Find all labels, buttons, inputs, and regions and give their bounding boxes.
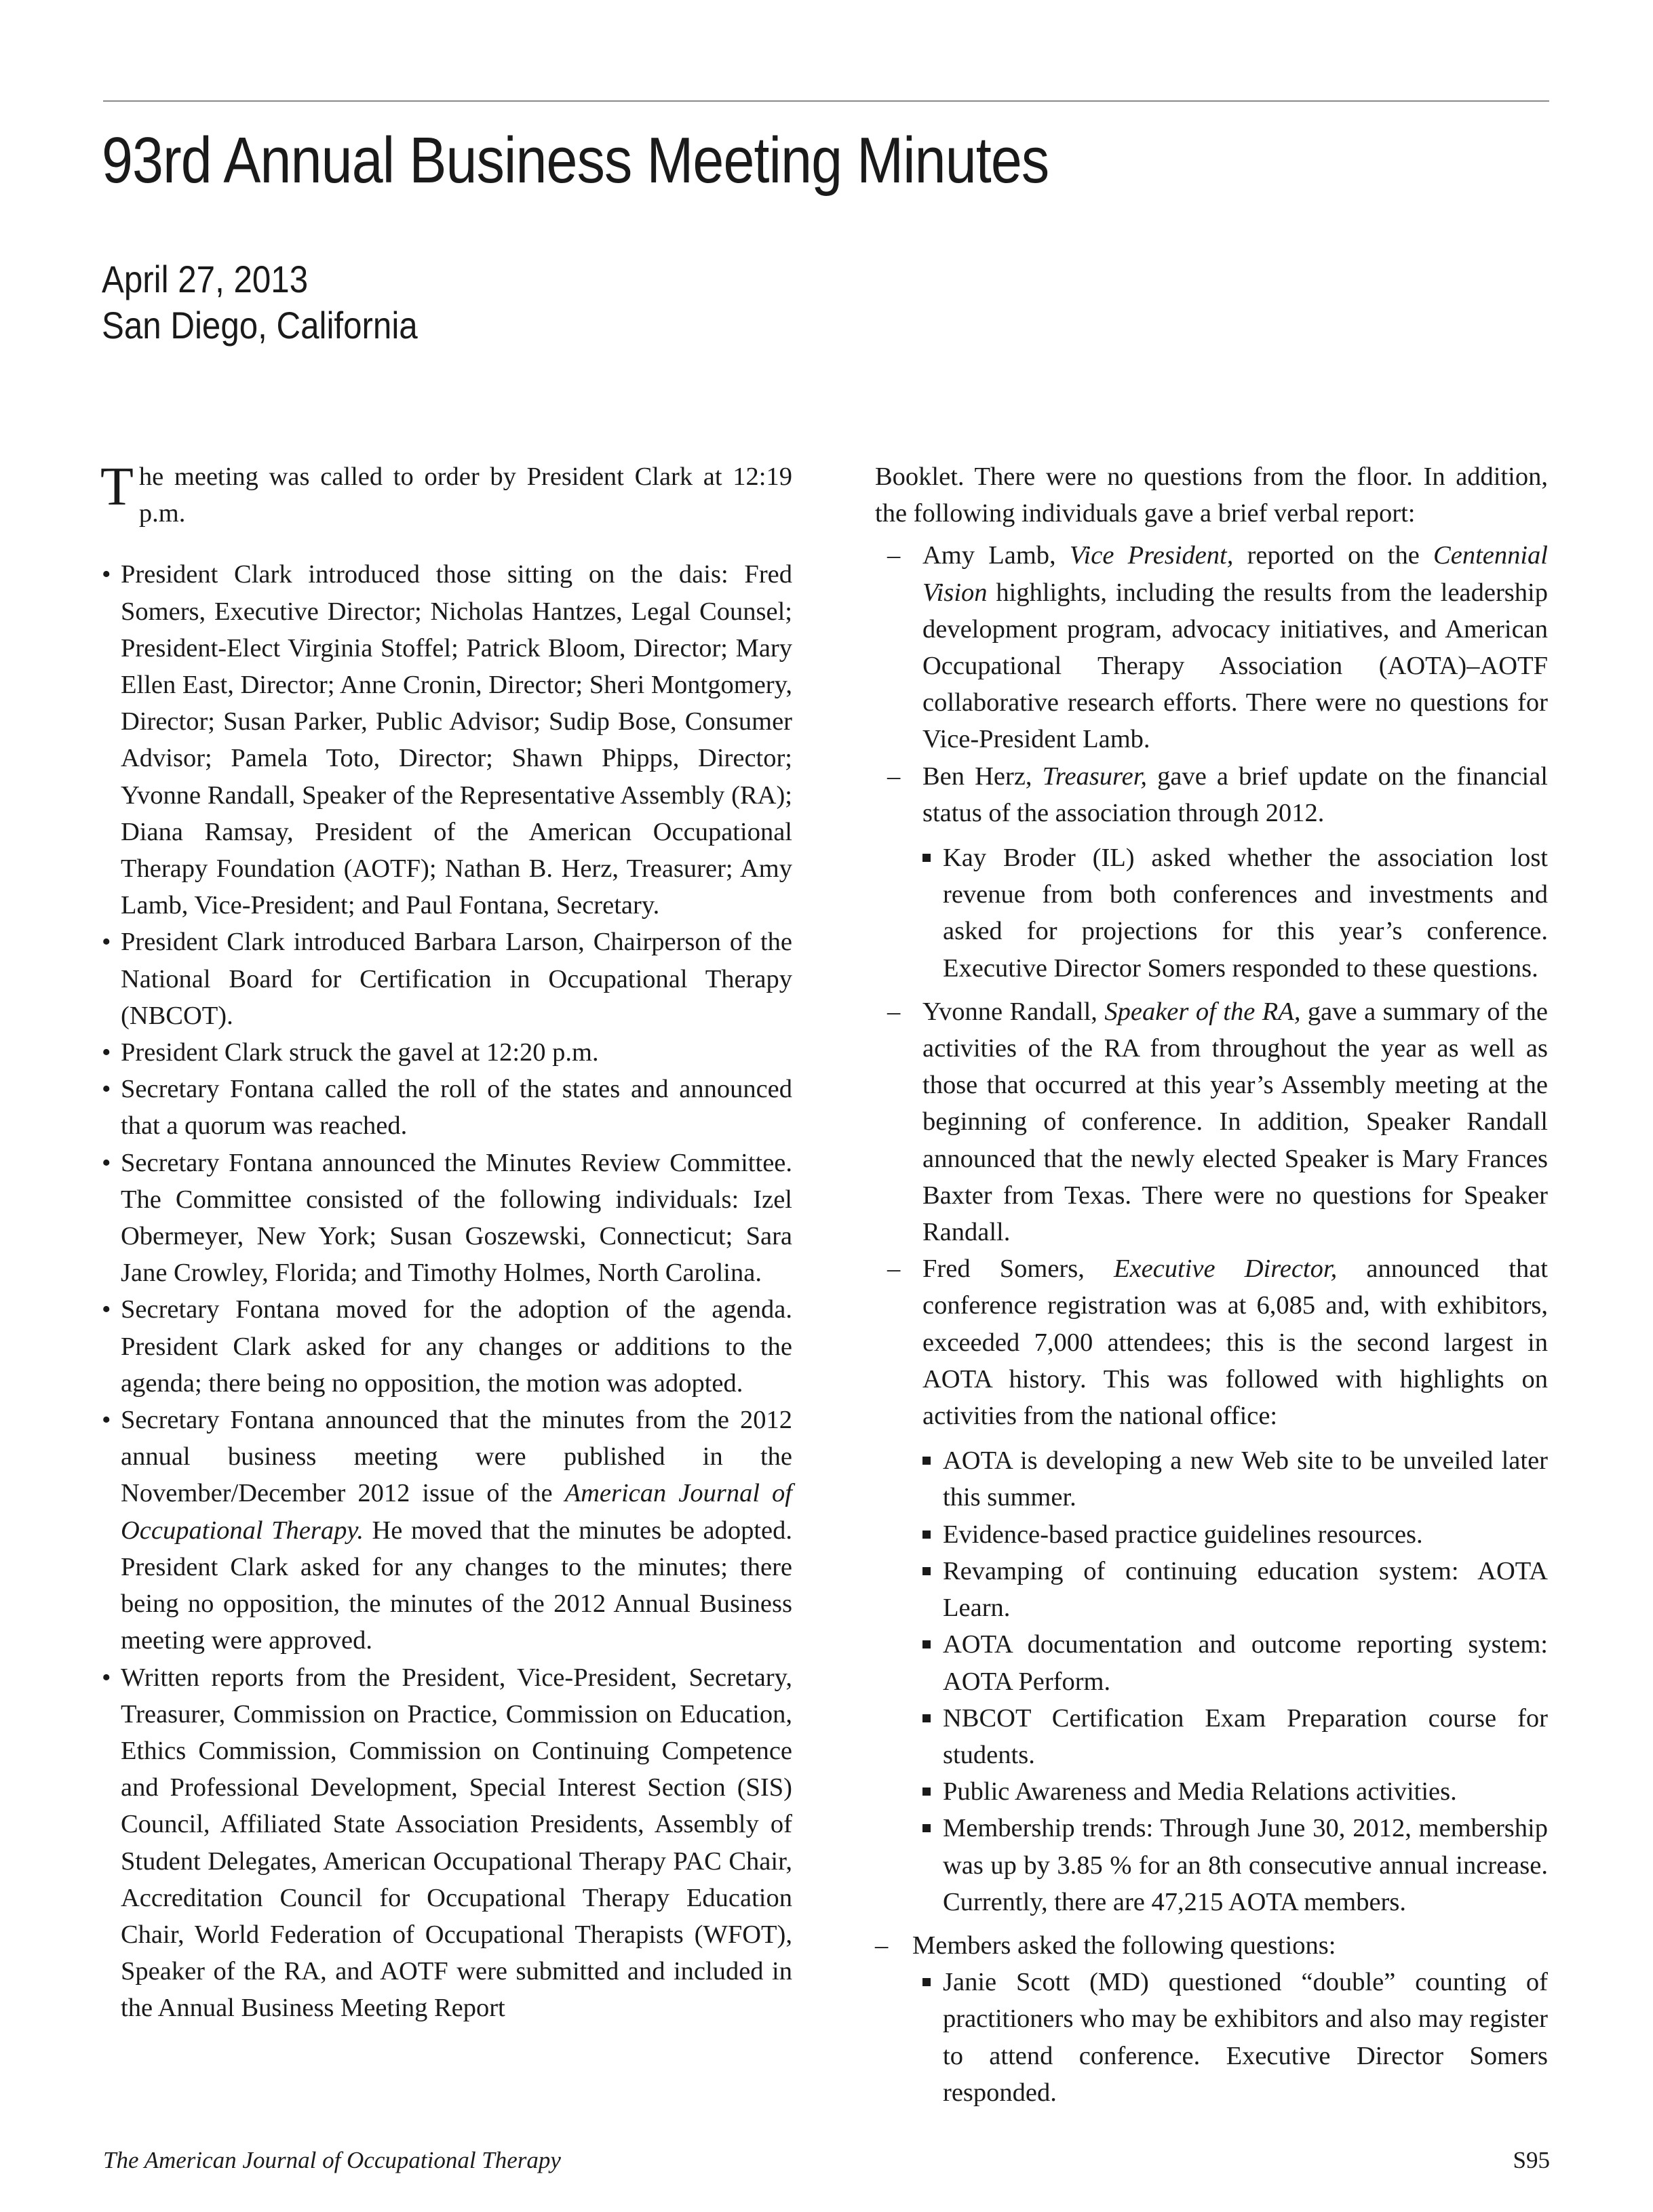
list-item: • Secretary Fontana called the roll of the states and announced that a quorum was reached. (102, 1071, 792, 1144)
top-rule (103, 100, 1549, 102)
meeting-location: San Diego, California (102, 304, 418, 347)
page-title: 93rd Annual Business Meeting Minutes (102, 124, 1049, 197)
report-lamb: – Amy Lamb, Vice President, reported on the Centennial Vision highlights, including the results from the leadership development program, advocacy initiatives, and American Occupational Therapy Association (AOTA)–AOTF collaborative research efforts. There were no questions for Vice-President Lamb. (875, 537, 1548, 757)
report-randall: – Yvonne Randall, Speaker of the RA, gave a summary of the activities of the RA from throughout the year as well as those that occurred at this year’s Assembly meeting at the beginning of conference. In addition, Speaker Randall announced that the newly elected Speaker is Mary Frances Baxter from Texas. There were no questions for Speaker Randall. (875, 993, 1548, 1250)
list-item: • President Clark struck the gavel at 12:20 p.m. (102, 1034, 792, 1071)
meeting-meta (102, 256, 418, 349)
report-herz: – Ben Herz, Treasurer, gave a brief update on the financial status of the association through 2012. Kay Broder (IL) asked whether the association lost revenue from both conferences and investments and asked for projections for this year’s conference. Executive Director Somers responded to these questions. (875, 758, 1548, 987)
continuation-text: Booklet. There were no questions from the floor. In addition, the following individuals gave a brief verbal report: (875, 462, 1548, 528)
list-item-reports: • Written reports from the President, Vice-President, Secretary, Treasurer, Commission on Practice, Commission on Education, Ethics Commission, Commission on Continuing Competence and Professional Development, Special Interest Section (SIS) Council, Affiliated State Association Presidents, Assembly of Student Delegates, American Occupational Therapy PAC Chair, Accreditation Council for Occupational Therapy Education Chair, World Federation of Occupational Therapists (WFOT), Speaker of the RA, and AOTF were submitted and included in the Annual Business Meeting Report (102, 1659, 792, 2027)
list-item: Janie Scott (MD) questioned “double” counting of practitioners who may be exhibitors and also may register to attend conference. Executive Director Somers responded. (875, 1964, 1548, 2111)
list-item: Public Awareness and Media Relations activities. (875, 1773, 1548, 1810)
members-questions-list (875, 1964, 1548, 2111)
list-item: • President Clark introduced those sitting on the dais: Fred Somers, Executive Director; Nicholas Hantzes, Legal Counsel; President-Elect Virginia Stoffel; Patrick Bloom, Director; Mary Ellen East, Director; Anne Cronin, Director; Sheri Montgomery, Director; Susan Parker, Public Advisor; Sudip Bose, Consumer Advisor; Pamela Toto, Director; Shawn Phipps, Director; Yvonne Randall, Speaker of the Representative Assembly (RA); Diana Ramsay, President of the American Occupational Therapy Foundation (AOTF); Nathan B. Herz, Treasurer; Amy Lamb, Vice-President; and Paul Fontana, Secretary. (102, 556, 792, 924)
drop-cap: T (100, 457, 134, 517)
somers-highlights (875, 1442, 1548, 1920)
list-item: Kay Broder (IL) asked whether the association lost revenue from both conferences and investments and asked for projections for this year’s conference. Executive Director Somers responded to these questions. (875, 840, 1548, 987)
list-item: • Secretary Fontana moved for the adoption of the agenda. President Clark asked for any changes or additions to the agenda; there being no opposition, the motion was adopted. (102, 1291, 792, 1402)
members-questions: – Members asked the following questions: Janie Scott (MD) questioned “double” counting of practitioners who may be exhibitors and also may register to attend conference. Executive Director Somers responded. (875, 1927, 1548, 2111)
list-item: • Secretary Fontana announced the Minutes Review Committee. The Committee consisted of the following individuals: Izel Obermeyer, New York; Susan Goszewski, Connecticut; Sara Jane Crowley, Florida; and Timothy Holmes, North Carolina. (102, 1145, 792, 1292)
list-item: Membership trends: Through June 30, 2012, membership was up by 3.85 % for an 8th consecutive annual increase. Currently, there are 47,215 AOTA members. (875, 1810, 1548, 1920)
members-sub (875, 1964, 1548, 2111)
list-item: Revamping of continuing education system: AOTA Learn. (875, 1553, 1548, 1626)
herz-questions (875, 840, 1548, 987)
list-item: • President Clark introduced Barbara Larson, Chairperson of the National Board for Certification in Occupational Therapy (NBCOT). (102, 924, 792, 1034)
opening-paragraph (102, 458, 792, 532)
right-column (875, 458, 1548, 2111)
proceedings-list (102, 556, 792, 2026)
list-item: NBCOT Certification Exam Preparation course for students. (875, 1700, 1548, 1773)
left-column (102, 458, 792, 2027)
list-item: AOTA documentation and outcome reporting system: AOTA Perform. (875, 1626, 1548, 1699)
list-item: Evidence-based practice guidelines resources. (875, 1516, 1548, 1553)
list-item: AOTA is developing a new Web site to be unveiled later this summer. (875, 1442, 1548, 1516)
meeting-date: April 27, 2013 (102, 258, 309, 300)
opening-text: he meeting was called to order by President Clark at 12:19 p.m. (138, 462, 792, 528)
page-number: S95 (1513, 2147, 1550, 2173)
verbal-reports-list (875, 537, 1548, 2111)
report-somers: – Fred Somers, Executive Director, announced that conference registration was at 6,085 and, with exhibitors, exceeded 7,000 attendees; this is the second largest in AOTA history. This was followed with highlights on activities from the national office: AOTA is developing a new Web site to be unveiled later this summer. Evidence-based practice guidelines resources. Revamping of continuing education system: AOTA Learn. AOTA documentation and outcome reporting system: AOTA Perform. NBCOT Certification Exam Preparation course for students. Public Awareness and Media Relations activities. Membership trends: Through June 30, 2012, membership was up by 3.85 % for an 8th consecutive annual increase. Currently, there are 47,215 AOTA members. (875, 1250, 1548, 1920)
footer-journal: The American Journal of Occupational Therapy (103, 2147, 561, 2173)
list-item-minutes: • Secretary Fontana announced that the minutes from the 2012 annual business meeting were published in the November/December 2012 issue of the American Journal of Occupational Therapy. He moved that the minutes be adopted. President Clark asked for any changes to the minutes; there being no opposition, the minutes of the 2012 Annual Business meeting were approved. (102, 1402, 792, 1659)
journal-citation: American Journal of Occupational Therapy. (121, 1479, 792, 1545)
